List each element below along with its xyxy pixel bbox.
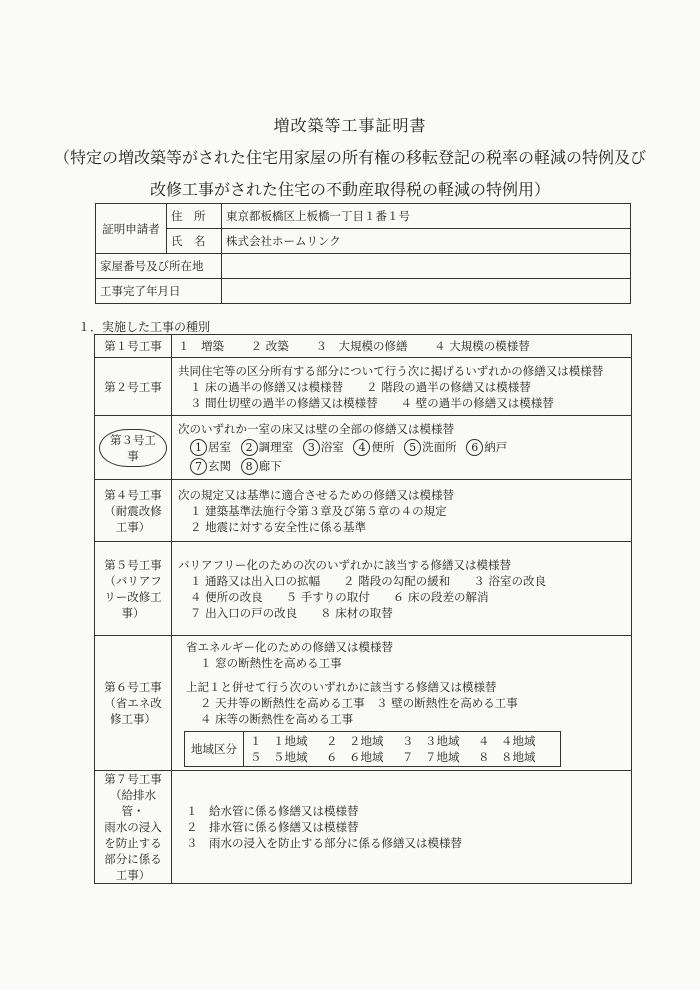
work5-intro: バリアフリー化のための次のいずれかに該当する修繕又は模様替 <box>178 557 512 572</box>
work-content-6 <box>172 636 632 771</box>
applicant-table <box>95 203 631 304</box>
work6-line3: ４ 床等の断熱性を高める工事 <box>200 712 354 726</box>
work7-line1: １ 給水管に係る修繕又は模様替 <box>186 804 359 818</box>
name-label: 氏 名 <box>167 229 222 254</box>
work3-selected-mark: 第３号工事 <box>99 429 167 467</box>
room-option[interactable]: 6 納戸 <box>466 440 507 454</box>
work3-rooms-row1 <box>178 439 625 456</box>
work3-rooms-row2 <box>178 458 625 475</box>
address-label: 住 所 <box>167 204 222 229</box>
completion-date-value[interactable] <box>222 279 631 304</box>
region-option[interactable]: ５ ５地域 <box>250 750 308 764</box>
region-option[interactable]: ６ ６地域 <box>326 750 384 764</box>
region-table <box>184 731 561 767</box>
work-label-2: 第２号工事 <box>95 358 172 416</box>
work5-line1: １ 通路又は出入口の拡幅 ２ 階段の勾配の緩和 ３ 浴室の改良 <box>190 573 546 588</box>
work6-intro: 省エネルギー化のための修繕又は模様替 <box>186 640 393 654</box>
region-option[interactable]: ３ ３地域 <box>402 734 460 748</box>
work5-line2: ４ 便所の改良 ５ 手すりの取付 ６ 床の段差の解消 <box>190 589 489 604</box>
work-label-4: 第４号工事 （耐震改修 工事） <box>95 480 172 542</box>
region-option[interactable]: ４ ４地域 <box>478 734 536 748</box>
work-label-7: 第７号工事 （給排水管・ 雨水の浸入 を防止する 部分に係る 工事） <box>95 771 172 884</box>
works-table <box>94 334 632 884</box>
work1-option: ２ 改築 <box>250 339 289 353</box>
house-number-value[interactable] <box>222 254 631 279</box>
work-label-6: 第６号工事 （省エネ改 修工事） <box>95 636 172 771</box>
region-options <box>244 732 561 767</box>
work4-line2: ２ 地震に対する安全性に係る基準 <box>190 519 367 534</box>
work-content-5 <box>172 542 632 636</box>
work-label-3 <box>95 416 172 480</box>
room-option[interactable]: 3 浴室 <box>303 440 344 454</box>
room-option[interactable]: 8 廊下 <box>241 459 282 473</box>
region-label: 地域区分 <box>185 732 244 767</box>
room-option[interactable]: 4 便所 <box>353 440 394 454</box>
work-label-5: 第５号工事 （バリアフ リー改修工 事） <box>95 542 172 636</box>
work7-line3: ３ 雨水の浸入を防止する部分に係る修繕又は模様替 <box>186 836 462 850</box>
work-content-3 <box>172 416 632 480</box>
region-option[interactable]: ２ ２地域 <box>326 734 384 748</box>
completion-date-label: 工事完了年月日 <box>96 279 222 304</box>
work-row-2 <box>95 358 632 416</box>
document-subtitle-line1: （特定の増改築等がされた住宅用家屋の所有権の移転登記の税率の軽減の特例及び <box>53 148 646 167</box>
work4-line1: １ 建築基準法施行令第３章及び第５章の４の規定 <box>190 503 447 518</box>
work-content-4 <box>172 480 632 542</box>
work-content-1 <box>172 335 632 358</box>
work2-line1: １ 床の過半の修繕又は模様替 ２ 階段の過半の修繕又は模様替 <box>190 379 531 394</box>
work4-intro: 次の規定又は基準に適合させるための修繕又は模様替 <box>178 487 454 502</box>
work-row-7 <box>95 771 632 884</box>
section-heading: １．実施した工事の種別 <box>78 320 211 334</box>
work-row-3 <box>95 416 632 480</box>
work1-option: ４ 大規模の模様替 <box>434 339 530 353</box>
room-option[interactable]: 1 居室 <box>190 440 231 454</box>
work-label-1: 第１号工事 <box>95 335 172 358</box>
work1-option: １ 増築 <box>178 339 224 353</box>
region-option[interactable]: ７ ７地域 <box>402 750 460 764</box>
work-row-5 <box>95 542 632 636</box>
room-option[interactable]: 7 玄関 <box>190 459 231 473</box>
work5-line3: ７ 出入口の戸の改良 ８ 床材の取替 <box>190 605 393 620</box>
work6-intro2: 上記１と併せて行う次のいずれかに該当する修繕又は模様替 <box>186 680 497 694</box>
work7-line2: ２ 排水管に係る修繕又は模様替 <box>186 820 359 834</box>
work-row-1 <box>95 335 632 358</box>
work6-line1: １ 窓の断熱性を高める工事 <box>200 656 342 670</box>
work-content-7 <box>172 771 632 884</box>
applicant-group-label: 証明申請者 <box>96 204 167 254</box>
document-subtitle-line2: 改修工事がされた住宅の不動産取得税の軽減の特例用） <box>149 180 550 199</box>
region-option[interactable]: １ １地域 <box>250 734 308 748</box>
work-content-2 <box>172 358 632 416</box>
work2-line2: ３ 間仕切壁の過半の修繕又は模様替 ４ 壁の過半の修繕又は模様替 <box>190 395 554 410</box>
work1-option: ３ 大規模の修繕 <box>315 339 408 353</box>
house-number-label: 家屋番号及び所在地 <box>96 254 222 279</box>
work2-intro: 共同住宅等の区分所有する部分について行う次に掲げるいずれかの修繕又は模様替 <box>178 363 604 378</box>
room-option[interactable]: 5 洗面所 <box>404 440 457 454</box>
room-option[interactable]: 2 調理室 <box>241 440 294 454</box>
work3-intro: 次のいずれか一室の床又は壁の全部の修繕又は模様替 <box>178 421 454 436</box>
address-value[interactable]: 東京都板橋区上板橋一丁目１番１号 <box>222 204 631 229</box>
work6-line2: ２ 天井等の断熱性を高める工事 ３ 壁の断熱性を高める工事 <box>200 696 518 710</box>
document-title: 増改築等工事証明書 <box>273 116 427 135</box>
work-row-4 <box>95 480 632 542</box>
name-value[interactable]: 株式会社ホームリンク <box>222 229 631 254</box>
work-row-6 <box>95 636 632 771</box>
region-option[interactable]: ８ ８地域 <box>478 750 536 764</box>
